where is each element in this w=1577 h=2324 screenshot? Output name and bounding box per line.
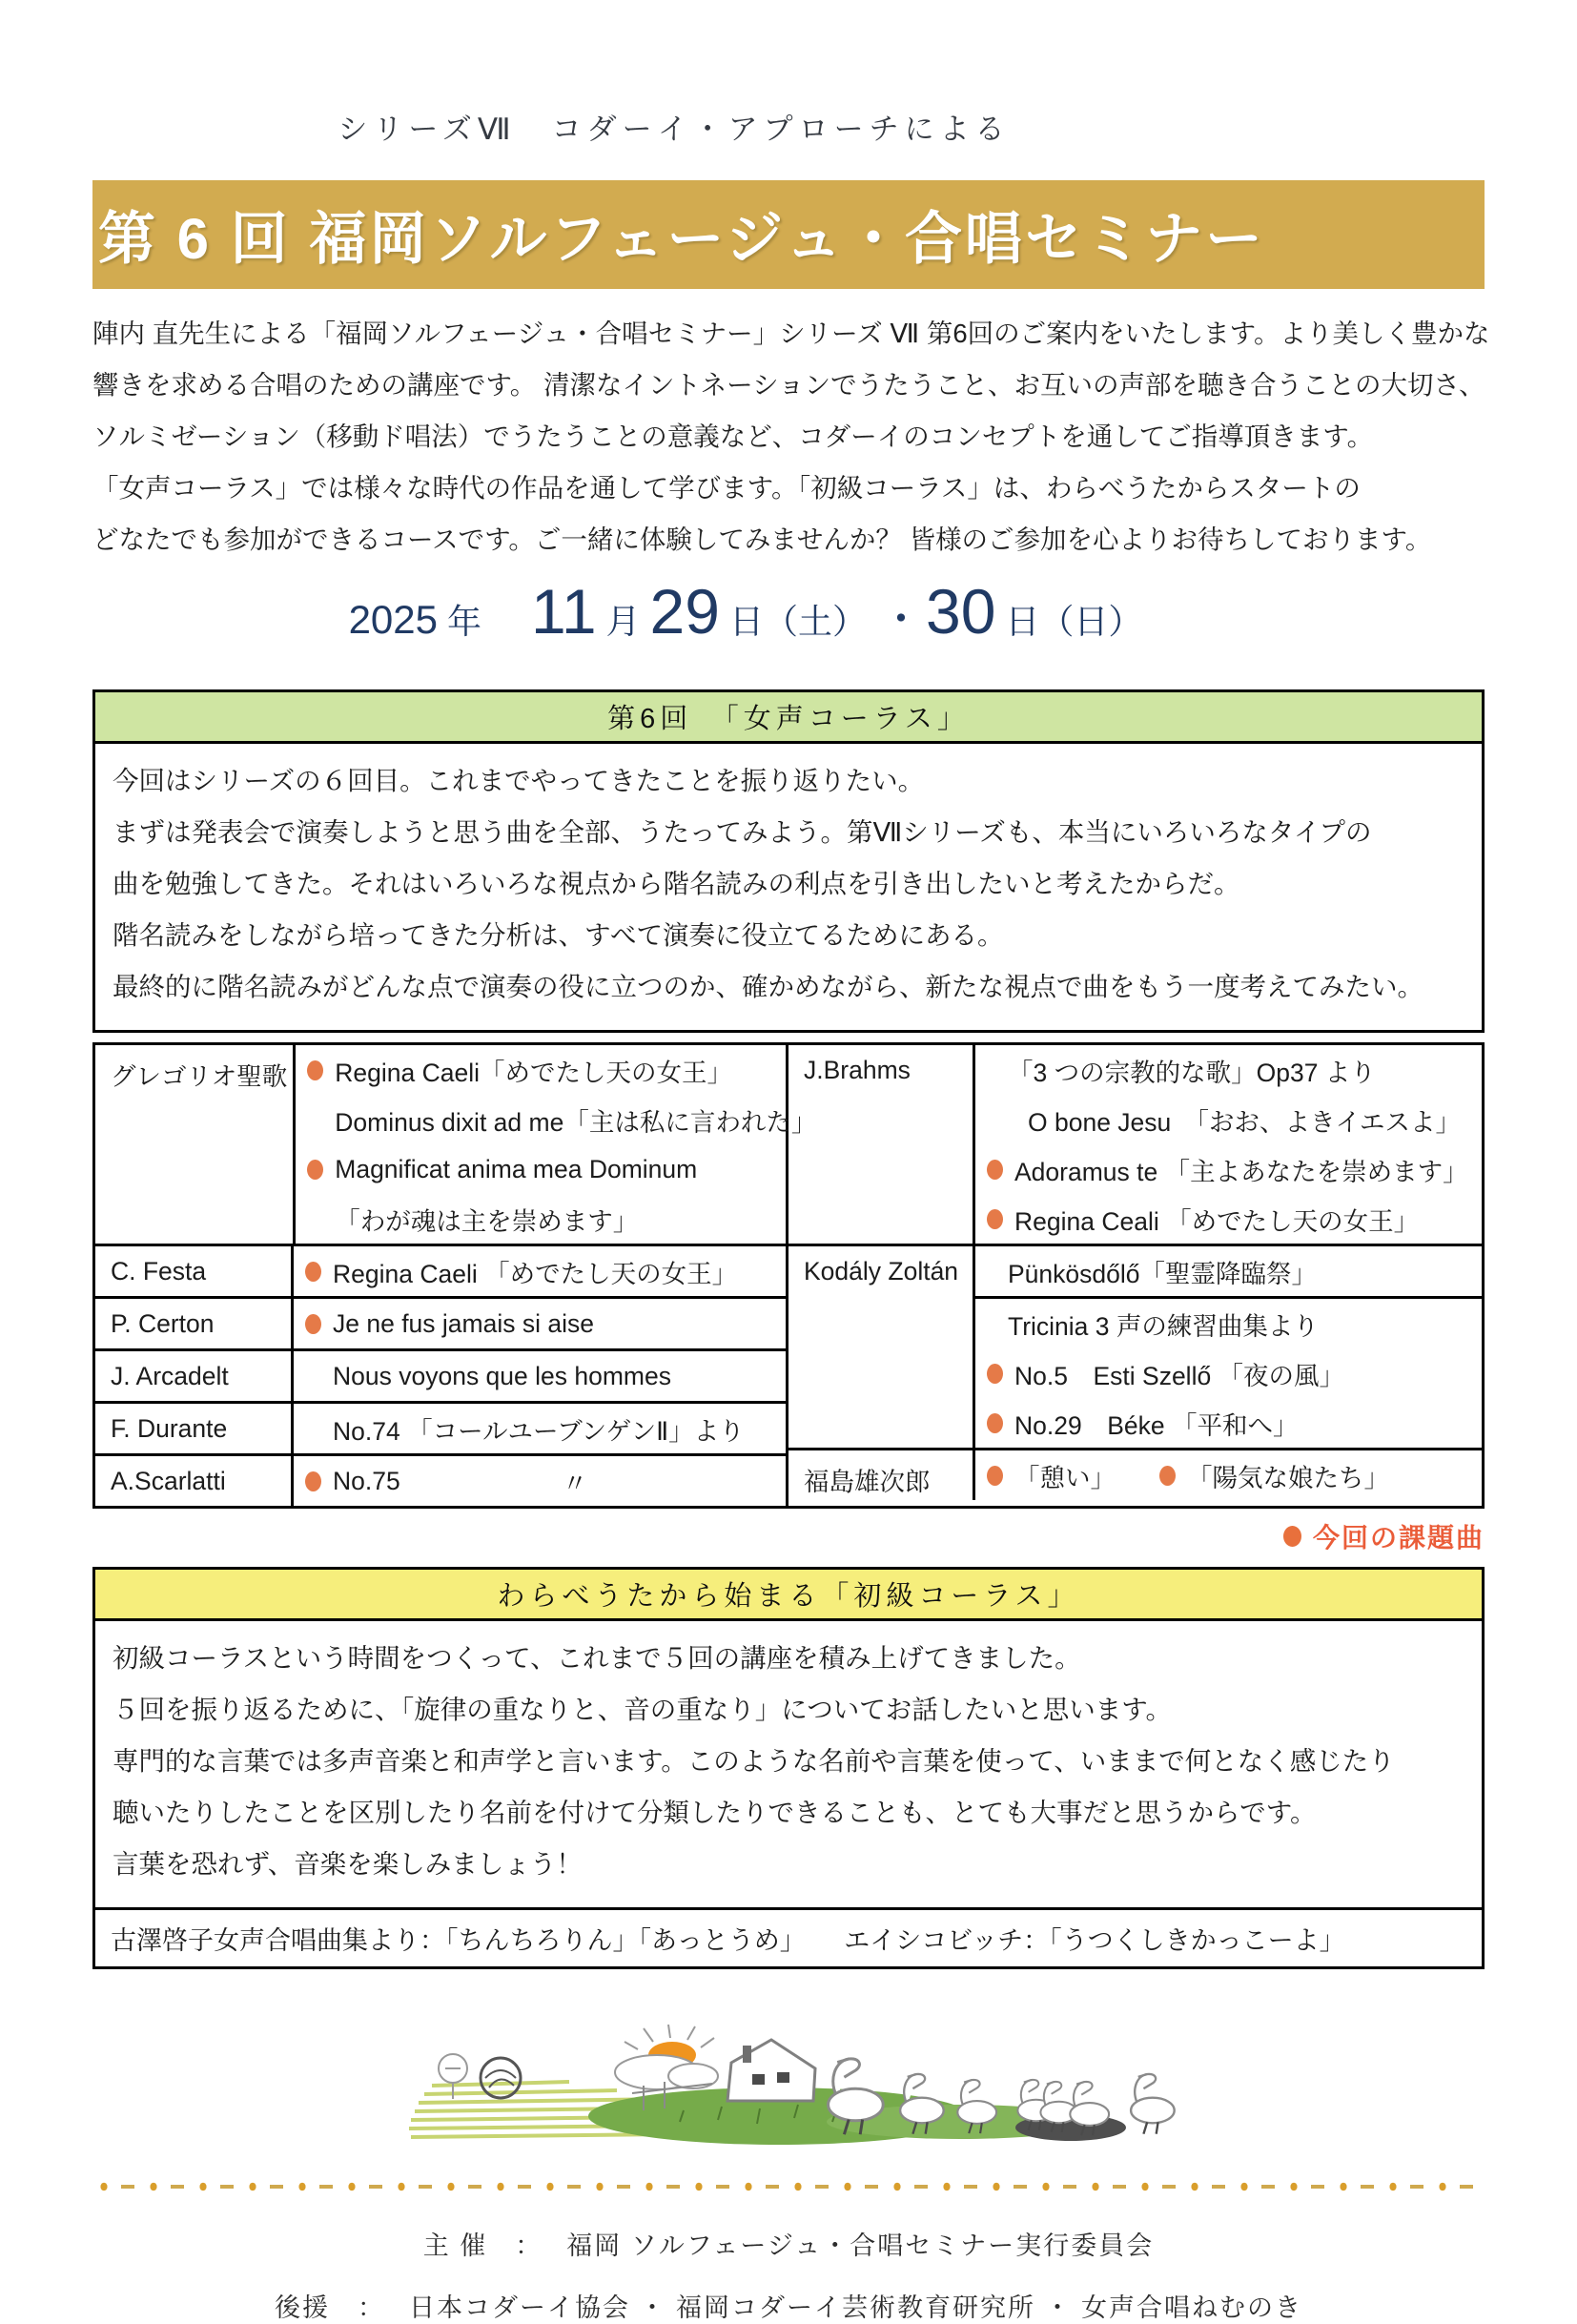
repertoire-right-column [788,1045,1482,1506]
date-year-label: 年 [447,602,482,641]
piece-title: No.74 「コールユーブンゲンⅡ」より [333,1416,745,1446]
title-banner [92,180,1485,289]
banner-title: 第 6 回 福岡ソルフェージュ・合唱セミナー [98,207,1265,271]
repertoire-table [92,1042,1485,1509]
piece-line [975,1450,1482,1500]
female-chorus-section [92,689,1485,1033]
female-chorus-header: 第6回 「女声コーラス」 [95,692,1482,744]
piece-line [975,1348,1482,1398]
table-row [95,1453,786,1506]
bullet-icon [307,1060,323,1080]
legend-current-assignment [92,1517,1485,1555]
beginner-repertoire-row: 古澤啓子女声合唱曲集より：「ちんちろりん」「あっとうめ」 エイシコビッチ：「うつくしきかっこーよ」 [95,1907,1482,1966]
piece-line [296,1045,786,1095]
intro-line: 「女声コーラス」では様々な時代の作品を通して学びます。「初級コーラス」は、わらべうたからスタートの [92,473,1361,503]
piece-line [975,1246,1482,1296]
composer-cell: F. Durante [95,1404,294,1453]
date-month-label: 月 [605,602,641,641]
piece-line [975,1299,1482,1348]
piece-line [294,1456,786,1506]
piece-title: Adoramus te 「主よあなたを崇めます」 [1014,1157,1468,1186]
pieces-cell [975,1246,1482,1448]
piece-line [294,1404,786,1453]
table-row [95,1348,786,1401]
composer-cell: グレゴリオ聖歌 [95,1045,296,1244]
piece-line [294,1299,786,1348]
piece-title: Regina Caeli 「めでたし天の女王」 [333,1259,738,1288]
composer-cell: C. Festa [95,1246,294,1296]
piece-line [975,1144,1482,1194]
piece-line [296,1095,817,1144]
description-line: まずは発表会で演奏しようと思う曲を全部、うたってみよう。第Ⅶシリーズも、本当にいろいろなタイプの [113,817,1372,847]
pieces-cell [975,1045,1482,1244]
date-separator: ・ [879,596,922,643]
beginner-chorus-header: わらべうたから始まる「初級コーラス」 [95,1570,1482,1621]
pieces-cell [294,1246,786,1296]
piece-title: Regina Ceali 「めでたし天の女王」 [1014,1206,1420,1236]
intro-line: 陣内 直先生による「福岡ソルフェージュ・合唱セミナー」シリーズ Ⅶ 第6回のご案内をいたします。より美しく豊かな [92,319,1490,348]
piece-title: Tricinia 3 声の練習曲集より [1008,1311,1319,1341]
piece-title: Regina Caeli「めでたし天の女王」 [335,1058,732,1087]
piece-title: Je ne fus jamais si aise [333,1308,594,1338]
piece-title: No.5 Esti Szellő 「夜の風」 [1014,1361,1345,1390]
table-row [95,1244,786,1296]
beginner-chorus-section [92,1567,1485,1969]
support-line: 後援 ： 日本コダーイ協会 ・ 福岡コダーイ芸術教育研究所 ・ 女声合唱ねむのき [274,2293,1302,2322]
piece-title: 「わが魂は主を崇めます」 [335,1206,639,1236]
table-row [95,1296,786,1348]
bullet-icon [987,1160,1003,1180]
piece-line [296,1194,786,1244]
description-line: 階名読みをしながら培ってきた分析は、すべて演奏に役立てるためにある。 [113,920,1004,950]
piece-title: 「憩い」 [1014,1463,1116,1492]
date-month: 11 [531,576,597,647]
bullet-icon [987,1364,1003,1384]
piece-line [975,1095,1482,1144]
tricinia-subcell [975,1296,1482,1448]
description-line: ５回を振り返るために、「旋律の重なりと、音の重なり」についてお話したいと思います。 [113,1695,1172,1724]
intro-line: どなたでも参加ができるコースです。ご一緒に体験してみませんか？ 皆様のご参加を心よりお待ちしております。 [92,524,1432,554]
gold-dashed-divider [92,2181,1485,2192]
repertoire-left-column [95,1045,817,1506]
pieces-cell [296,1045,817,1244]
event-date [54,575,1446,674]
organizer-line: 主 催 ： 福岡 ソルフェージュ・合唱セミナー実行委員会 [422,2231,1155,2260]
composer-cell: J.Brahms [788,1045,975,1244]
description-line: 曲を勉強してきた。それはいろいろな視点から階名読みの利点を引き出したいと考えたからだ。 [113,869,1240,898]
bullet-icon [1159,1466,1176,1486]
piece-title: Nous voyons que les hommes [333,1361,671,1390]
composer-cell: 福島雄次郎 [788,1450,975,1500]
pieces-cell [294,1456,786,1506]
piece-title: 「3 つの宗教的な歌」Op37 より [1008,1058,1376,1087]
composer-cell: Kodály Zoltán [788,1246,975,1448]
piece-line [975,1398,1482,1448]
description-line: 最終的に階名読みがどんな点で演奏の役に立つのか、確かめながら、新たな視点で曲をもう一度考えてみたい。 [113,972,1423,1001]
composer-cell: P. Certon [95,1299,294,1348]
table-row [788,1045,1482,1244]
description-line: 専門的な言葉では多声音楽と和声学と言います。このような名前や言葉を使って、いままで何となく感じたり [113,1746,1395,1776]
bullet-icon [305,1314,321,1334]
bullet-icon [987,1209,1003,1229]
date-day2: 30 [925,576,996,647]
bullet-icon [987,1466,1003,1486]
piece-title: 「陽気な娘たち」 [1187,1463,1389,1492]
composer-cell: J. Arcadelt [95,1351,294,1401]
bullet-icon [305,1471,321,1491]
table-row [788,1244,1482,1448]
bullet-icon [987,1413,1003,1433]
piece-line [296,1144,786,1194]
series-title: シリーズⅦ コダーイ・アプローチによる [338,113,1011,146]
bullet-icon [1283,1526,1301,1547]
piece-title: Magnificat anima mea Dominum [335,1154,698,1183]
composer-cell: A.Scarlatti [95,1456,294,1506]
piece-title: Dominus dixit ad me「主は私に言われた」 [335,1107,817,1137]
piece-line [975,1045,1482,1095]
pieces-cell [294,1299,786,1348]
bullet-icon [305,1262,321,1282]
female-chorus-description [95,744,1482,1030]
piece-title: Pünkösdőlő「聖霊降臨祭」 [1008,1259,1317,1288]
pieces-cell [294,1351,786,1401]
piece-title: O bone Jesu 「おお、よきイエスよ」 [1028,1107,1461,1137]
date-day1: 29 [649,576,720,647]
table-row [788,1448,1482,1500]
piece-title: No.29 Béke 「平和へ」 [1014,1410,1299,1440]
legend-label: 今回の課題曲 [1312,1523,1485,1553]
date-day1-label: 日（土） [728,602,867,641]
description-line: 言葉を恐れず、音楽を楽しみましょう！ [113,1849,583,1879]
description-line: 聴いたりしたことを区別したり名前を付けて分類したりできることも、とても大事だと思うからです。 [113,1798,1317,1827]
piece-line [294,1246,786,1296]
ditto-mark: 〃 [562,1469,588,1498]
house-icon [727,2040,815,2101]
pieces-cell [294,1404,786,1453]
description-line: 初級コーラスという時間をつくって、これまで５回の講座を積み上げてきました。 [113,1643,1081,1673]
table-row [95,1045,817,1244]
date-day2-label: 日（日） [1005,602,1143,641]
date-year: 2025 [348,597,438,642]
table-row [95,1401,786,1453]
piece-line [294,1351,786,1401]
description-line: 今回はシリーズの６回目。これまでやってきたことを振り返りたい。 [113,766,925,795]
beginner-chorus-description [95,1621,1482,1907]
piece-title: No.75 [333,1466,400,1495]
intro-line: 響きを求める合唱のための講座です。 清潔なイントネーションでうたうこと、お互いの声部を聴き合うことの大切さ、 [92,370,1485,400]
farm-illustration [398,2023,1179,2156]
pieces-cell [975,1450,1482,1500]
bullet-icon [307,1160,323,1180]
intro-line: ソルミゼーション（移動ド唱法）でうたうことの意義など、コダーイのコンセプトを通してご指導頂きます。 [92,422,1374,451]
piece-line [975,1194,1482,1244]
intro-paragraph [92,308,1490,566]
